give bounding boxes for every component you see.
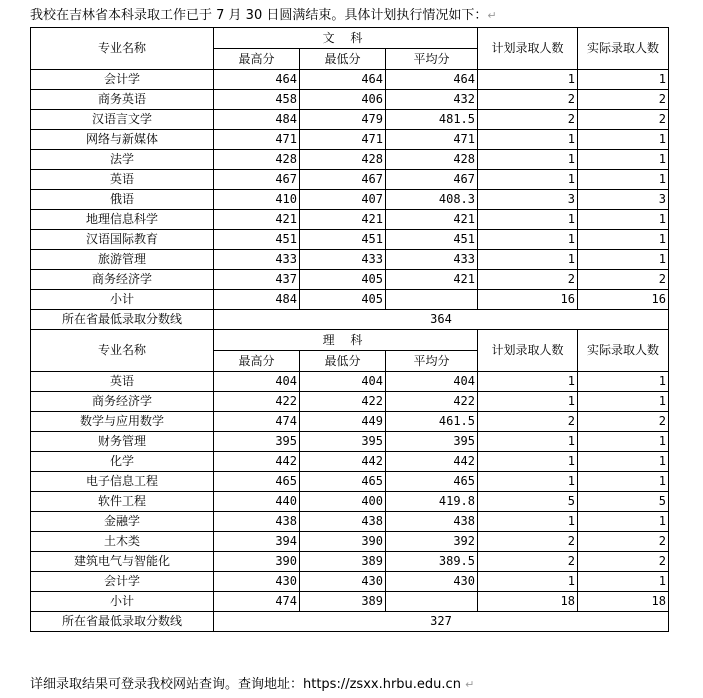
arts-group-header: 文 科: [214, 28, 478, 49]
highest-cell: 437: [214, 270, 300, 290]
actual-header: 实际录取人数: [578, 330, 669, 372]
planned-cell: 1: [478, 230, 578, 250]
footer-text: 详细录取结果可登录我校网站查询。查询地址：https://zsxx.hrbu.edu.cn ↵: [30, 677, 475, 692]
min-line-value: 364: [214, 310, 669, 330]
highest-cell: 451: [214, 230, 300, 250]
table-row: [31, 392, 669, 412]
planned-cell: 1: [478, 512, 578, 532]
major-cell: 商务英语: [31, 90, 214, 110]
table-row: [31, 432, 669, 452]
average-cell: 464: [386, 70, 478, 90]
highest-cell: 404: [214, 372, 300, 392]
table-row: [31, 512, 669, 532]
highest-cell: 440: [214, 492, 300, 512]
highest-cell: 430: [214, 572, 300, 592]
highest-cell: 474: [214, 412, 300, 432]
actual-cell: 2: [578, 270, 669, 290]
lowest-cell: 471: [300, 130, 386, 150]
lowest-cell: 449: [300, 412, 386, 432]
lowest-cell: 465: [300, 472, 386, 492]
actual-cell: 1: [578, 70, 669, 90]
major-cell: 软件工程: [31, 492, 214, 512]
table-row: [31, 492, 669, 512]
lowest-cell: 421: [300, 210, 386, 230]
planned-cell: 1: [478, 150, 578, 170]
table-row: [31, 110, 669, 130]
major-cell: 商务经济学: [31, 392, 214, 412]
average-cell: 395: [386, 432, 478, 452]
min-line-label: 所在省最低录取分数线: [31, 310, 214, 330]
average-cell: 433: [386, 250, 478, 270]
planned-cell: 2: [478, 412, 578, 432]
actual-cell: 2: [578, 552, 669, 572]
major-cell: 网络与新媒体: [31, 130, 214, 150]
major-header: 专业名称: [31, 330, 214, 372]
actual-cell: 2: [578, 90, 669, 110]
science-header-row: [31, 330, 669, 351]
lowest-cell: 442: [300, 452, 386, 472]
arts-subtotal-row: [31, 290, 669, 310]
average-header: 平均分: [386, 351, 478, 372]
subtotal-actual: 18: [578, 592, 669, 612]
major-cell: 会计学: [31, 572, 214, 592]
paragraph-mark: ↵: [487, 9, 497, 22]
actual-cell: 1: [578, 130, 669, 150]
actual-cell: 1: [578, 230, 669, 250]
planned-cell: 1: [478, 170, 578, 190]
subtotal-average: [386, 290, 478, 310]
planned-cell: 2: [478, 270, 578, 290]
table-row: [31, 532, 669, 552]
average-cell: 471: [386, 130, 478, 150]
major-cell: 汉语言文学: [31, 110, 214, 130]
average-cell: 392: [386, 532, 478, 552]
actual-cell: 1: [578, 452, 669, 472]
planned-cell: 1: [478, 130, 578, 150]
average-cell: 430: [386, 572, 478, 592]
planned-cell: 1: [478, 572, 578, 592]
average-cell: 442: [386, 452, 478, 472]
major-cell: 金融学: [31, 512, 214, 532]
lowest-cell: 451: [300, 230, 386, 250]
planned-cell: 1: [478, 472, 578, 492]
lowest-cell: 404: [300, 372, 386, 392]
table-row: [31, 552, 669, 572]
average-cell: 432: [386, 90, 478, 110]
average-cell: 404: [386, 372, 478, 392]
major-cell: 英语: [31, 372, 214, 392]
major-cell: 商务经济学: [31, 270, 214, 290]
science-min-line-row: [31, 612, 669, 632]
major-cell: 会计学: [31, 70, 214, 90]
major-header: 专业名称: [31, 28, 214, 70]
highest-cell: 394: [214, 532, 300, 552]
lowest-cell: 438: [300, 512, 386, 532]
highest-cell: 390: [214, 552, 300, 572]
admission-table-body: [31, 28, 669, 632]
highest-header: 最高分: [214, 49, 300, 70]
table-row: [31, 150, 669, 170]
lowest-cell: 389: [300, 552, 386, 572]
table-row: [31, 170, 669, 190]
average-cell: 408.3: [386, 190, 478, 210]
actual-cell: 1: [578, 372, 669, 392]
subtotal-highest: 484: [214, 290, 300, 310]
planned-cell: 2: [478, 90, 578, 110]
average-cell: 451: [386, 230, 478, 250]
highest-cell: 467: [214, 170, 300, 190]
lowest-cell: 430: [300, 572, 386, 592]
actual-cell: 1: [578, 250, 669, 270]
lowest-cell: 467: [300, 170, 386, 190]
table-row: [31, 270, 669, 290]
major-cell: 财务管理: [31, 432, 214, 452]
lowest-cell: 428: [300, 150, 386, 170]
subtotal-planned: 18: [478, 592, 578, 612]
min-line-label: 所在省最低录取分数线: [31, 612, 214, 632]
min-line-value: 327: [214, 612, 669, 632]
actual-cell: 1: [578, 210, 669, 230]
arts-header-row: [31, 28, 669, 49]
highest-cell: 428: [214, 150, 300, 170]
table-row: [31, 190, 669, 210]
arts-min-line-row: [31, 310, 669, 330]
planned-cell: 2: [478, 552, 578, 572]
planned-cell: 3: [478, 190, 578, 210]
highest-cell: 464: [214, 70, 300, 90]
science-subtotal-row: [31, 592, 669, 612]
planned-cell: 2: [478, 532, 578, 552]
table-row: [31, 572, 669, 592]
planned-cell: 1: [478, 392, 578, 412]
lowest-cell: 390: [300, 532, 386, 552]
average-cell: 419.8: [386, 492, 478, 512]
planned-cell: 1: [478, 372, 578, 392]
planned-cell: 1: [478, 452, 578, 472]
highest-cell: 465: [214, 472, 300, 492]
table-row: [31, 250, 669, 270]
highest-cell: 422: [214, 392, 300, 412]
lowest-cell: 395: [300, 432, 386, 452]
table-row: [31, 372, 669, 392]
highest-cell: 442: [214, 452, 300, 472]
subtotal-lowest: 405: [300, 290, 386, 310]
major-cell: 电子信息工程: [31, 472, 214, 492]
actual-cell: 1: [578, 170, 669, 190]
average-cell: 421: [386, 210, 478, 230]
highest-cell: 471: [214, 130, 300, 150]
lowest-cell: 407: [300, 190, 386, 210]
subtotal-label: 小计: [31, 290, 214, 310]
highest-cell: 458: [214, 90, 300, 110]
highest-header: 最高分: [214, 351, 300, 372]
highest-cell: 438: [214, 512, 300, 532]
actual-cell: 1: [578, 150, 669, 170]
lowest-cell: 479: [300, 110, 386, 130]
table-row: [31, 472, 669, 492]
lowest-cell: 464: [300, 70, 386, 90]
admission-table: [30, 27, 669, 632]
major-cell: 法学: [31, 150, 214, 170]
major-cell: 旅游管理: [31, 250, 214, 270]
major-cell: 数学与应用数学: [31, 412, 214, 432]
subtotal-average: [386, 592, 478, 612]
average-cell: 481.5: [386, 110, 478, 130]
actual-cell: 1: [578, 472, 669, 492]
actual-cell: 1: [578, 572, 669, 592]
lowest-cell: 400: [300, 492, 386, 512]
planned-cell: 1: [478, 70, 578, 90]
highest-cell: 433: [214, 250, 300, 270]
table-row: [31, 70, 669, 90]
table-row: [31, 452, 669, 472]
lowest-cell: 433: [300, 250, 386, 270]
highest-cell: 421: [214, 210, 300, 230]
actual-cell: 5: [578, 492, 669, 512]
average-cell: 467: [386, 170, 478, 190]
average-cell: 421: [386, 270, 478, 290]
average-cell: 422: [386, 392, 478, 412]
planned-cell: 1: [478, 210, 578, 230]
lowest-header: 最低分: [300, 49, 386, 70]
highest-cell: 484: [214, 110, 300, 130]
major-cell: 建筑电气与智能化: [31, 552, 214, 572]
planned-cell: 1: [478, 250, 578, 270]
actual-cell: 2: [578, 412, 669, 432]
table-row: [31, 210, 669, 230]
lowest-cell: 422: [300, 392, 386, 412]
major-cell: 英语: [31, 170, 214, 190]
highest-cell: 410: [214, 190, 300, 210]
planned-cell: 1: [478, 432, 578, 452]
planned-header: 计划录取人数: [478, 28, 578, 70]
actual-cell: 1: [578, 512, 669, 532]
major-cell: 汉语国际教育: [31, 230, 214, 250]
average-cell: 389.5: [386, 552, 478, 572]
actual-cell: 1: [578, 432, 669, 452]
major-cell: 俄语: [31, 190, 214, 210]
average-cell: 438: [386, 512, 478, 532]
major-cell: 化学: [31, 452, 214, 472]
lowest-header: 最低分: [300, 351, 386, 372]
subtotal-actual: 16: [578, 290, 669, 310]
table-row: [31, 90, 669, 110]
planned-cell: 5: [478, 492, 578, 512]
average-cell: 428: [386, 150, 478, 170]
actual-cell: 1: [578, 392, 669, 412]
intro-text: 我校在吉林省本科录取工作已于 7 月 30 日圆满结束。具体计划执行情况如下：↵: [30, 8, 497, 23]
actual-header: 实际录取人数: [578, 28, 669, 70]
table-row: [31, 412, 669, 432]
science-group-header: 理 科: [214, 330, 478, 351]
table-row: [31, 130, 669, 150]
actual-cell: 2: [578, 532, 669, 552]
average-cell: 461.5: [386, 412, 478, 432]
major-cell: 土木类: [31, 532, 214, 552]
planned-cell: 2: [478, 110, 578, 130]
subtotal-lowest: 389: [300, 592, 386, 612]
lowest-cell: 406: [300, 90, 386, 110]
highest-cell: 395: [214, 432, 300, 452]
table-row: [31, 230, 669, 250]
average-header: 平均分: [386, 49, 478, 70]
actual-cell: 2: [578, 110, 669, 130]
major-cell: 地理信息科学: [31, 210, 214, 230]
actual-cell: 3: [578, 190, 669, 210]
average-cell: 465: [386, 472, 478, 492]
lowest-cell: 405: [300, 270, 386, 290]
subtotal-highest: 474: [214, 592, 300, 612]
planned-header: 计划录取人数: [478, 330, 578, 372]
subtotal-planned: 16: [478, 290, 578, 310]
paragraph-mark: ↵: [465, 678, 475, 691]
subtotal-label: 小计: [31, 592, 214, 612]
